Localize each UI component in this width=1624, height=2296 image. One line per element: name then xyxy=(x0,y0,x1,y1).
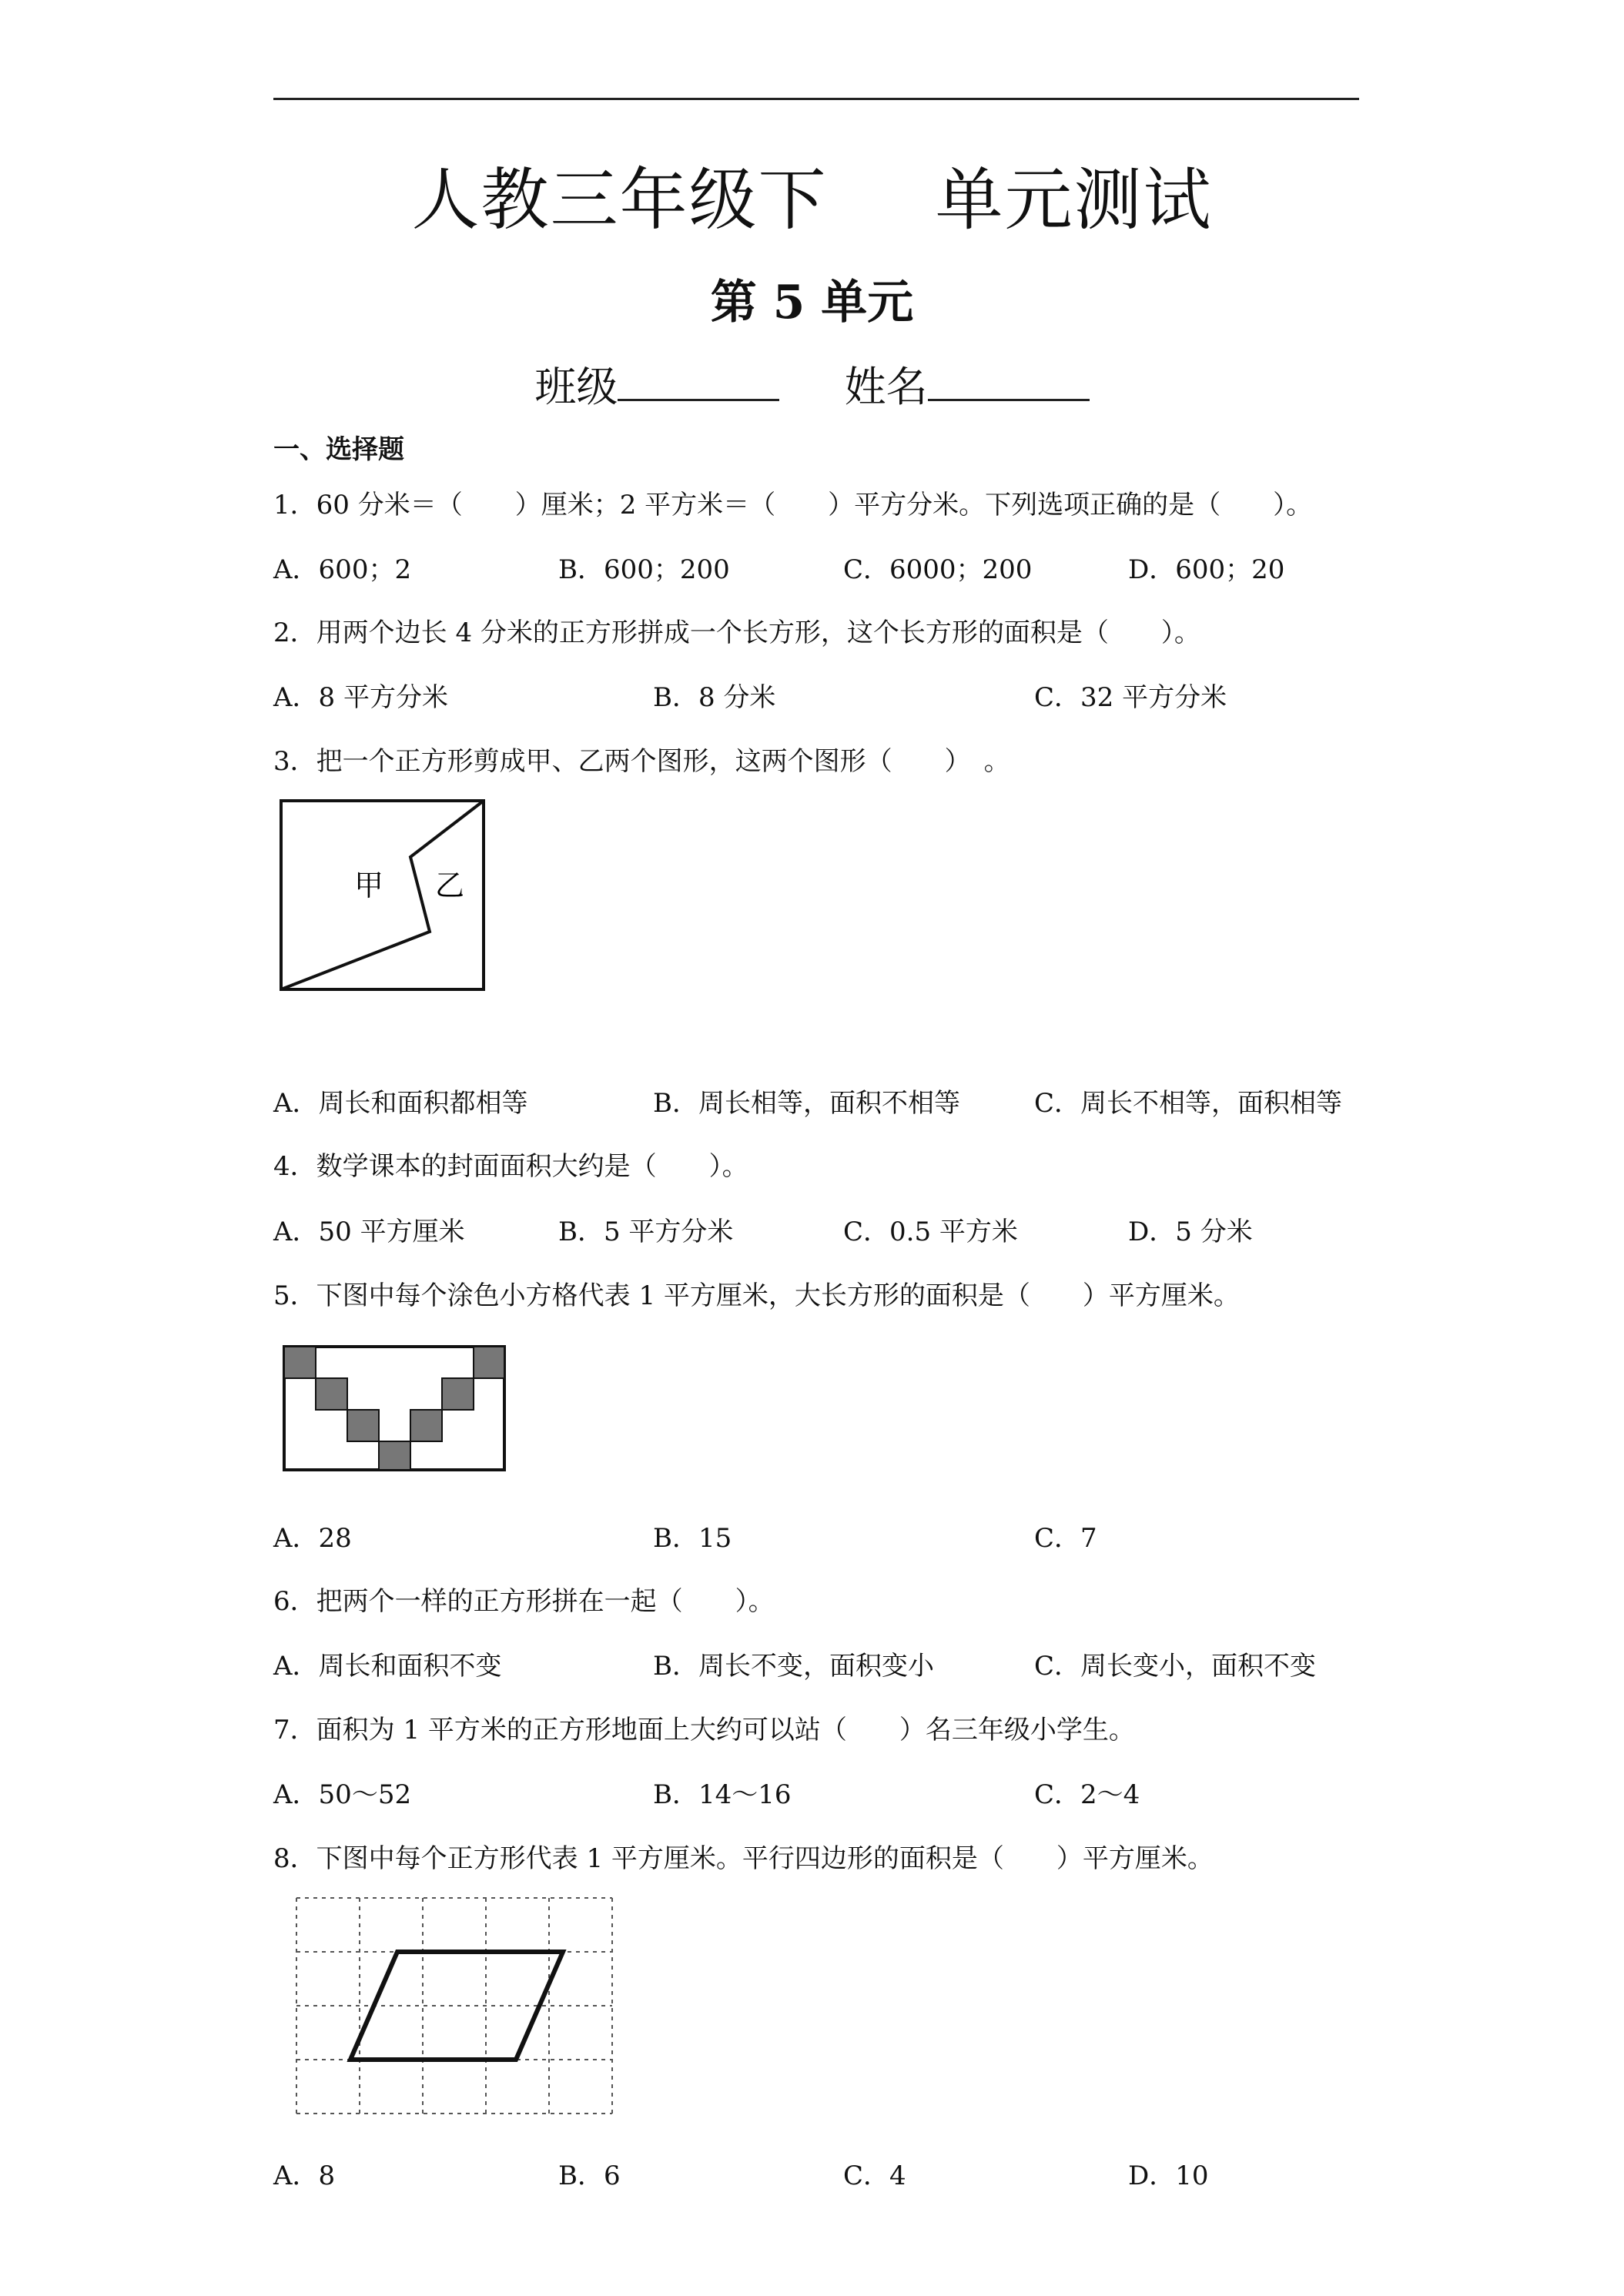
question-5-option-c: C．7 xyxy=(1034,1523,1097,1554)
class-blank xyxy=(618,362,779,401)
section-title: 一、选择题 xyxy=(273,434,404,465)
question-6-option-a: A．周长和面积不变 xyxy=(273,1651,502,1682)
question-1-option-a: A．600；2 xyxy=(273,554,412,585)
question-3-option-b: B．周长相等，面积不相等 xyxy=(653,1088,960,1119)
question-4-option-c: C．0.5 平方米 xyxy=(843,1217,1018,1247)
name-blank xyxy=(928,362,1090,401)
question-5-option-a: A．28 xyxy=(273,1523,352,1554)
unit-heading: 第 5 单元 xyxy=(710,276,914,330)
question-2-option-b: B．8 分米 xyxy=(653,682,776,713)
question-4-stem: 4．数学课本的封面面积大约是（ ）。 xyxy=(273,1151,748,1182)
question-3-figure xyxy=(277,797,489,993)
question-7-option-a: A．50～52 xyxy=(273,1779,412,1810)
question-8-option-c: C．4 xyxy=(843,2160,906,2191)
question-7-stem: 7．面积为 1 平方米的正方形地面上大约可以站（ ）名三年级小学生。 xyxy=(273,1715,1135,1745)
page-title: 人教三年级下 单元测试 xyxy=(411,160,1213,239)
figure-label-yi: 乙 xyxy=(435,869,465,902)
question-5-figure xyxy=(281,1344,508,1474)
question-1-stem: 1．60 分米＝（ ）厘米；2 平方米＝（ ）平方分米。下列选项正确的是（ ）。 xyxy=(273,490,1313,520)
student-info-row xyxy=(0,354,1624,413)
question-2-option-c: C．32 平方分米 xyxy=(1034,682,1227,713)
question-3-stem: 3．把一个正方形剪成甲、乙两个图形，这两个图形（ ） 。 xyxy=(273,746,1010,777)
question-4-option-b: B．5 平方分米 xyxy=(558,1217,734,1247)
question-3-option-a: A．周长和面积都相等 xyxy=(273,1088,528,1119)
question-6-option-c: C．周长变小，面积不变 xyxy=(1034,1651,1317,1682)
question-2-stem: 2．用两个边长 4 分米的正方形拼成一个长方形，这个长方形的面积是（ ）。 xyxy=(273,618,1200,648)
question-8-option-d: D．10 xyxy=(1128,2160,1209,2191)
question-8-grid-figure xyxy=(285,1890,624,2129)
question-1-option-b: B．600；200 xyxy=(558,554,730,585)
question-4-option-a: A．50 平方厘米 xyxy=(273,1217,465,1247)
question-5-option-b: B．15 xyxy=(653,1523,732,1554)
name-label: 姓名 xyxy=(844,363,928,411)
question-6-option-b: B．周长不变，面积变小 xyxy=(653,1651,934,1682)
question-1-option-c: C．6000；200 xyxy=(843,554,1033,585)
question-4-option-d: D．5 分米 xyxy=(1128,1217,1253,1247)
question-1-option-d: D．600；20 xyxy=(1128,554,1285,585)
figure-label-jia: 甲 xyxy=(354,869,384,902)
question-7-option-c: C．2～4 xyxy=(1034,1779,1140,1810)
question-3-option-c: C．周长不相等，面积相等 xyxy=(1034,1088,1343,1119)
header-rule xyxy=(273,98,1359,100)
question-2-option-a: A．8 平方分米 xyxy=(273,682,448,713)
question-8-option-a: A．8 xyxy=(273,2160,336,2191)
question-8-stem: 8．下图中每个正方形代表 1 平方厘米。平行四边形的面积是（ ）平方厘米。 xyxy=(273,1843,1214,1874)
class-label: 班级 xyxy=(534,363,618,411)
question-6-stem: 6．把两个一样的正方形拼在一起（ ）。 xyxy=(273,1586,775,1617)
question-5-stem: 5．下图中每个涂色小方格代表 1 平方厘米，大长方形的面积是（ ）平方厘米。 xyxy=(273,1280,1240,1311)
question-7-option-b: B．14～16 xyxy=(653,1779,792,1810)
question-8-option-b: B．6 xyxy=(558,2160,621,2191)
